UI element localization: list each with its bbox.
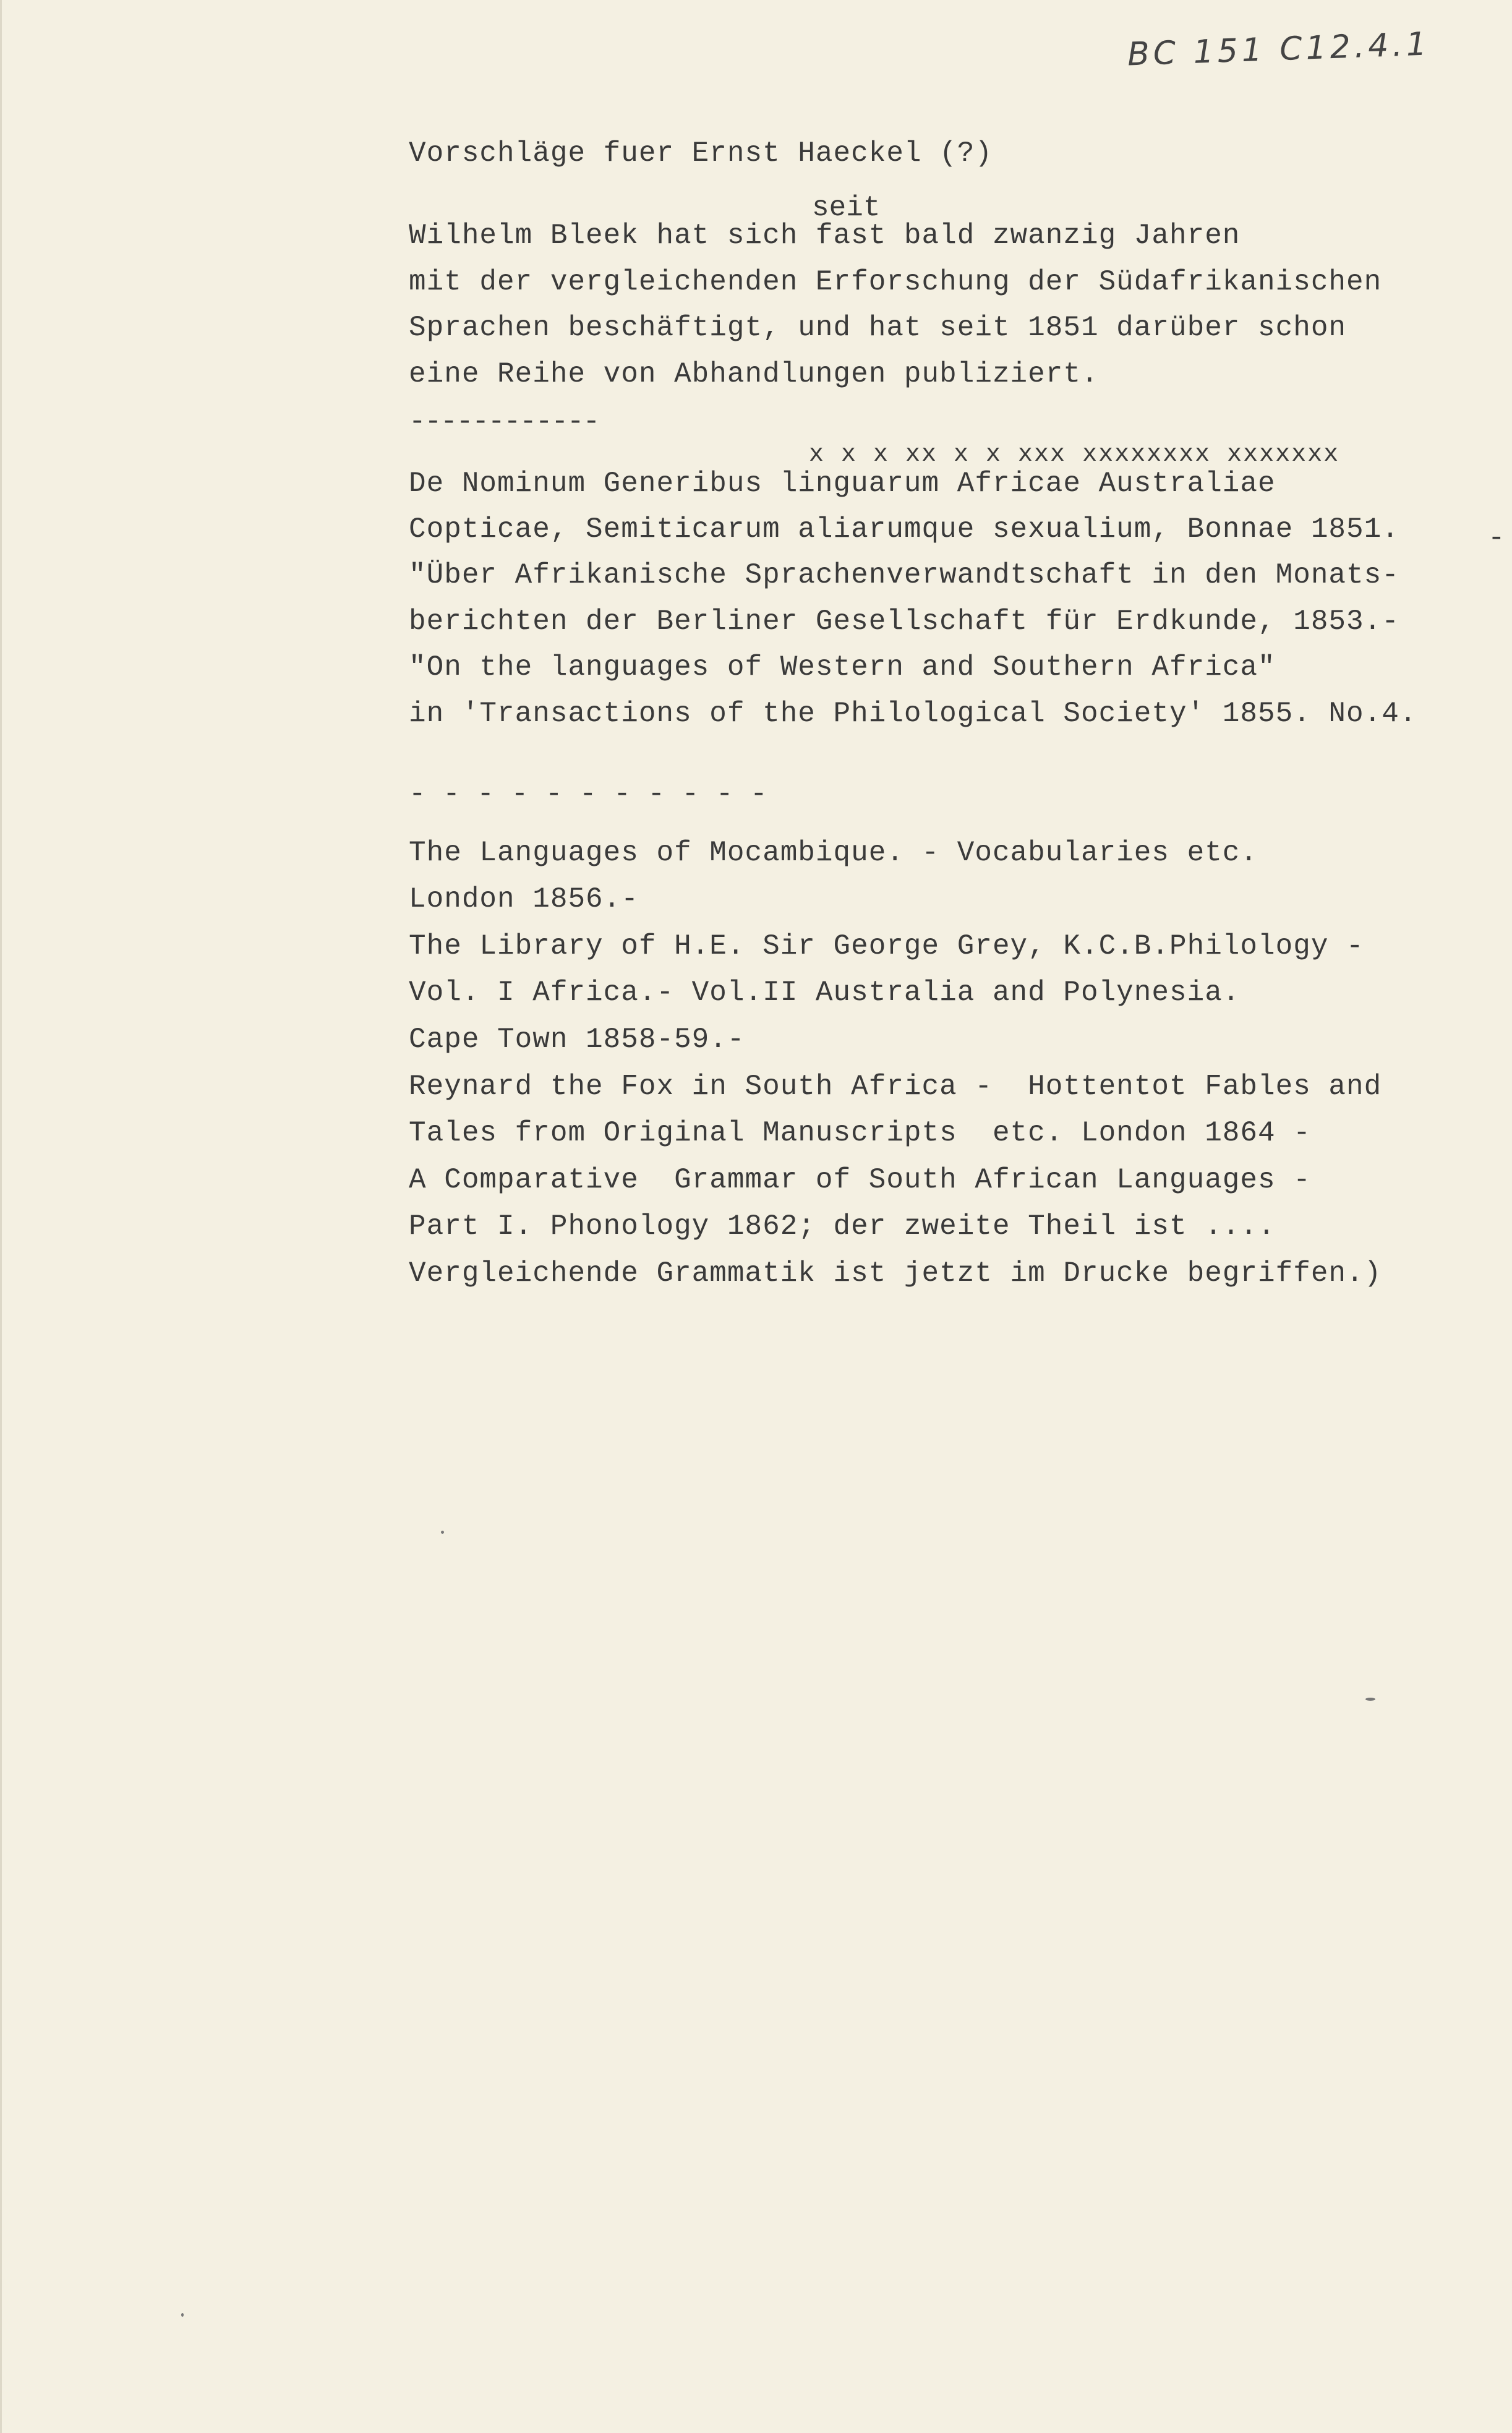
publication-line: London 1856.- <box>409 883 639 915</box>
archive-reference-handwritten: BC 151 C12.4.1 <box>1127 25 1431 74</box>
separator-spaced: - - - - - - - - - - - <box>409 778 767 810</box>
publication-line: Tales from Original Manuscripts etc. London 1864 - <box>409 1117 1311 1149</box>
publication-line: The Library of H.E. Sir George Grey, K.C.B.Philology - <box>409 930 1364 962</box>
intro-line: Sprachen beschäftigt, und hat seit 1851 darüber schon <box>409 312 1347 344</box>
publication-line: "Über Afrikanische Sprachenverwandtschaft in den Monats- <box>409 559 1399 591</box>
separator-short: ------------ <box>409 406 599 438</box>
publication-line: The Languages of Mocambique. - Vocabularies etc. <box>409 837 1258 869</box>
publication-line: Reynard the Fox in South Africa - Hottentot Fables and <box>409 1071 1382 1103</box>
publication-line: berichten der Berliner Gesellschaft für Erdkunde, 1853.- <box>409 605 1399 638</box>
paper-speck <box>441 1531 444 1534</box>
intro-line: eine Reihe von Abhandlungen publiziert. <box>409 358 1099 390</box>
margin-dash: - <box>1488 522 1505 554</box>
publication-line: Vergleichende Grammatik ist jetzt im Drucke begriffen.) <box>409 1257 1382 1289</box>
paper-speck <box>1365 1698 1375 1701</box>
overstrike-marks: x x x xx x x xxx xxxxxxxx xxxxxxx <box>809 441 1340 469</box>
paper-speck <box>181 2313 184 2317</box>
intro-line: mit der vergleichenden Erforschung der Südafrikanischen <box>409 266 1382 298</box>
inserted-word: seit <box>812 192 881 224</box>
document-title: Vorschläge fuer Ernst Haeckel (?) <box>409 137 993 169</box>
publication-line: A Comparative Grammar of South African Languages - <box>409 1164 1311 1196</box>
publication-line: Copticae, Semiticarum aliarumque sexualium, Bonnae 1851. <box>409 513 1399 545</box>
publication-line: in 'Transactions of the Philological Society' 1855. No.4. <box>409 698 1417 730</box>
publication-line: Part I. Phonology 1862; der zweite Theil ist .... <box>409 1210 1276 1242</box>
publication-line: Vol. I Africa.- Vol.II Australia and Polynesia. <box>409 977 1241 1009</box>
publication-line: De Nominum Generibus linguarum Africae Australiae <box>409 468 1276 500</box>
intro-line: Wilhelm Bleek hat sich fast bald zwanzig Jahren <box>409 220 1241 252</box>
publication-line: Cape Town 1858-59.- <box>409 1024 745 1056</box>
publication-line: "On the languages of Western and Southern Africa" <box>409 651 1276 683</box>
